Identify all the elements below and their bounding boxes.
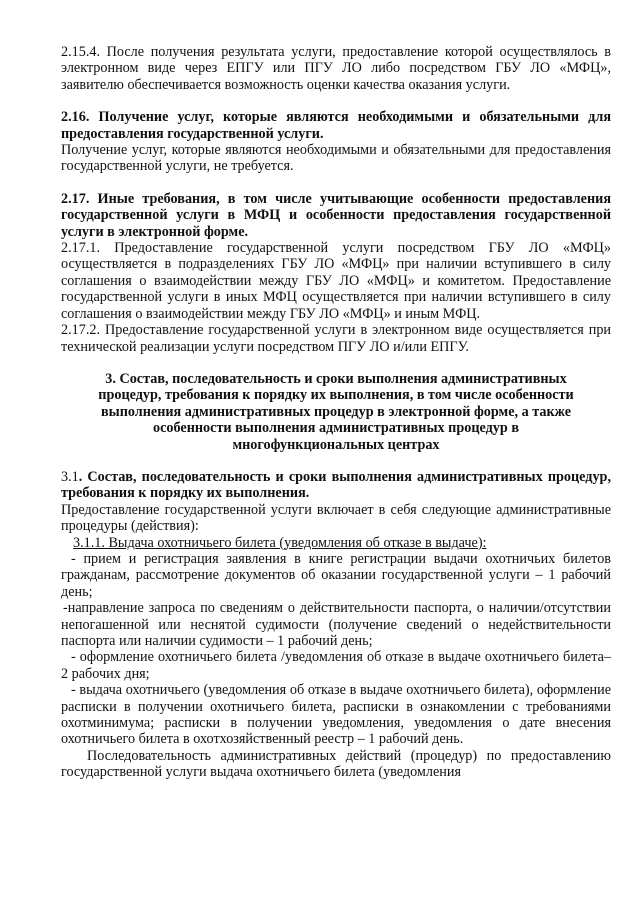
paragraph-2-15-4: 2.15.4. После получения результата услуги, предоставление которой осуществлялось в электронном виде через ЕПГУ или ПГУ ЛО либо посредством ГБУ ЛО «МФЦ», заявителю обеспечивается возможность оценки качества оказания услуги.: [61, 44, 611, 93]
heading-3-1-1: [61, 535, 611, 551]
heading-3-1-text: . Состав, последовательность и сроки выполнения административных процедур, требования к порядку их выполнения.: [61, 468, 611, 502]
list-item-2: -направление запроса по сведениям о действительности паспорта, о наличии/отсутствии непогашенной или неснятой судимости (получение сведений о недействительности паспорта или наличии судимости – 1 рабочий день;: [61, 600, 611, 649]
list-item-1: - прием и регистрация заявления в книге регистрации выдачи охотничьих билетов гражданам, рассмотрение документов об оказании государственной услуги – 1 рабочий день;: [61, 550, 611, 600]
heading-section-3: 3. Состав, последовательность и сроки выполнения административных процедур, требования к порядку их выполнения, в том числе особенности выполнения административных процедур в электронной форме, а также особенности выполнения административных процедур в многофункциональных центрах: [98, 370, 574, 453]
heading-3-1: [61, 469, 611, 502]
paragraph-2-17-2: 2.17.2. Предоставление государственной услуги в электронном виде осуществляется при технической реализации услуги посредством ПГУ ЛО и/или ЕПГУ.: [61, 322, 611, 355]
paragraph-3-1: Предоставление государственной услуги включает в себя следующие административные процедуры (действия):: [61, 501, 611, 535]
heading-2-16: 2.16. Получение услуг, которые являются необходимыми и обязательными для предоставления государственной услуги.: [61, 109, 611, 142]
paragraph-2-17-1: 2.17.1. Предоставление государственной услуги посредством ГБУ ЛО «МФЦ» осуществляется в подразделениях ГБУ ЛО «МФЦ» при наличии вступившего в силу соглашения о взаимодействии между ГБУ ЛО «МФЦ» и комитетом. Предоставление государственной услуги в иных МФЦ осуществляется при наличии вступившего в силу соглашения о взаимодействии между ГБУ ЛО «МФЦ» и иным МФЦ.: [61, 240, 611, 322]
list-item-3: - оформление охотничьего билета /уведомления об отказе в выдаче охотничьего билета– 2 рабочих дня;: [61, 649, 611, 682]
list-item-4: - выдача охотничьего (уведомления об отказе в выдаче охотничьего билета), оформление расписки в получении охотничьего билета, расписки в ознакомлении с требованиями охотминимума; расписки в получении уведомления, уведомления о дате внесения охотничьего билета в охотхозяйственный реестр – 1 рабочий день.: [61, 682, 611, 748]
heading-3-1-1-text: 3.1.1. Выдача охотничьего билета (уведомления об отказе в выдаче):: [73, 534, 487, 551]
paragraph-2-16: Получение услуг, которые являются необходимыми и обязательными для предоставления государственной услуги, не требуется.: [61, 142, 611, 175]
document-page: [61, 44, 611, 781]
heading-2-17: 2.17. Иные требования, в том числе учитывающие особенности предоставления государственной услуги в МФЦ и особенности предоставления государственной услуги в электронной форме.: [61, 190, 611, 240]
heading-3-1-number: 3.1: [61, 468, 79, 485]
paragraph-last: Последовательность административных действий (процедур) по предоставлению государственной услуги выдача охотничьего билета (уведомления: [61, 747, 611, 781]
